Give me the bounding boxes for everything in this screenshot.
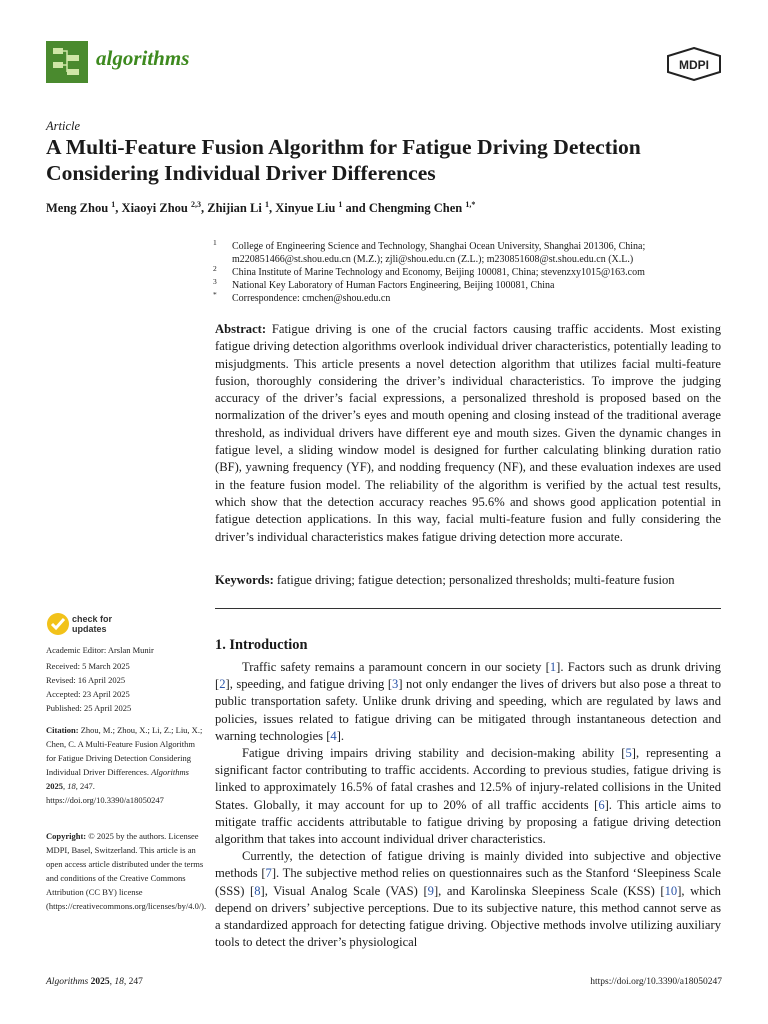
affiliation-line: m220851466@st.shou.edu.cn (M.Z.); zjli@shou.edu.cn (Z.L.); m230851608@st.shou.edu.cn (X.L.): [232, 254, 634, 265]
check-updates-line1: check for: [72, 614, 113, 624]
author-separator: ,: [201, 201, 208, 216]
paragraph-text: ]. This article aims to mitigate traffic accidents attributable to fatigue driving by proposing a fatigue driving detection algorithm that takes into account individual driver characteristics.: [215, 797, 722, 847]
citation-volume: 18: [67, 781, 76, 791]
paragraph-text: Traffic safety remains a paramount concern in our society [: [242, 660, 550, 674]
paragraph-text: ], representing a significant factor contributing to traffic accidents. According to previous studies, fatigue driving is linked to approximately 16.5% of fatal crashes and 12.5% of injury-related collisions in the United States. Globally, it may account for up to 20% of all traffic accidents [: [215, 746, 721, 812]
author-separator: ,: [115, 201, 122, 216]
copyright-label: Copyright:: [46, 831, 87, 841]
reference-link[interactable]: 6: [598, 797, 605, 812]
affiliation-number: 2: [213, 264, 217, 273]
author-affiliation-mark: 1: [111, 200, 116, 209]
author-name[interactable]: Xiaoyi Zhou: [121, 201, 192, 216]
reference-link[interactable]: 5: [625, 746, 632, 761]
author-name[interactable]: Meng Zhou: [46, 201, 112, 216]
paragraph-text: ], speeding, and fatigue driving [: [225, 677, 393, 692]
paragraph-text: ]. The subjective method relies on questionnaires such as the Stanford ‘Sleepiness Scale (SSS) [: [215, 866, 721, 898]
intro-paragraph-2: [215, 745, 721, 848]
journal-logo: [46, 41, 88, 83]
abstract: [215, 321, 721, 546]
author-separator: and: [342, 201, 369, 216]
academic-editor: Academic Editor: Arslan Munir: [46, 645, 154, 655]
author-separator: ,: [268, 201, 276, 216]
footer-citation: Algorithms 2025, 18, 247: [46, 977, 143, 987]
publication-dates: [46, 659, 131, 715]
citation-journal: Algorithms: [151, 767, 189, 777]
citation-text: Zhou, M.; Zhou, X.; Li, Z.; Liu, X.; Chen, C. A Multi-Feature Fusion Algorithm for Fatigue Driving Detection Considering Individual Driver Differences.: [46, 725, 203, 777]
paragraph-text: ], and Karolinska Sleepiness Scale (KSS) [: [433, 883, 665, 898]
footer-page: , 247: [123, 977, 143, 987]
paragraph-text: Currently, the detection of fatigue driving is mainly divided into subjective and objective methods [: [215, 849, 721, 881]
reference-link[interactable]: 8: [254, 883, 261, 898]
paragraph-text: ]. Factors such as drunk driving [: [215, 660, 721, 692]
paragraph-text: Fatigue driving impairs driving stability and decision-making ability [: [242, 746, 626, 761]
reference-link[interactable]: 7: [265, 866, 272, 881]
keywords-label: Keywords:: [215, 573, 274, 587]
journal-logo-icon: [46, 41, 88, 83]
keywords-text: fatigue driving; fatigue detection; personalized thresholds; multi-feature fusion: [276, 573, 675, 587]
affiliation-line: China Institute of Marine Technology and Economy, Beijing 100081, China; stevenzxy1015@163.com: [232, 267, 645, 278]
author-affiliation-mark: 2,3: [191, 200, 202, 209]
section-heading-introduction: 1. Introduction: [215, 637, 308, 653]
affiliation-line: National Key Laboratory of Human Factors Engineering, Beijing 100081, China: [232, 280, 555, 291]
introduction-body: [215, 659, 721, 951]
date-revised: Revised: 16 April 2025: [46, 675, 126, 685]
paragraph-text: ], which depend on drivers’ subjective perceptions. Due to its subjective nature, this method cannot serve as a standardized approach for detecting fatigue driving. Objective methods involve utilizing auxiliary tools to detect the driver’s physiological: [215, 883, 721, 950]
affiliation-line: Correspondence: cmchen@shou.edu.cn: [232, 293, 391, 304]
footer-journal: Algorithms: [46, 977, 89, 987]
citation-label: Citation:: [46, 725, 79, 735]
footer-year: 2025: [90, 977, 110, 987]
keywords: [215, 573, 721, 588]
article-title: A Multi-Feature Fusion Algorithm for Fatigue Driving Detection Considering Individual Driver Differences: [46, 135, 641, 185]
reference-link[interactable]: 4: [330, 728, 337, 743]
abstract-label: Abstract:: [215, 322, 267, 336]
footer-doi-link[interactable]: https://doi.org/10.3390/a18050247: [590, 977, 722, 987]
author-name[interactable]: Xinyue Liu: [275, 201, 339, 216]
article-type: Article: [46, 119, 81, 133]
author-affiliation-mark: 1: [338, 200, 343, 209]
affiliation-number: 3: [213, 277, 217, 286]
check-for-updates-badge[interactable]: [46, 611, 126, 637]
intro-paragraph-3: [215, 848, 721, 951]
paragraph-text: ].: [336, 728, 345, 743]
reference-link[interactable]: 10: [664, 883, 678, 898]
reference-link[interactable]: 3: [392, 677, 399, 692]
check-updates-icon: [46, 611, 126, 637]
affiliation-number: 1: [213, 238, 217, 247]
author-list: [46, 200, 475, 216]
citation-doi[interactable]: , 247. https://doi.org/10.3390/a18050247: [46, 781, 164, 805]
publisher-logo-text: MDPI: [679, 58, 709, 72]
reference-link[interactable]: 2: [219, 677, 226, 692]
copyright: [46, 829, 206, 913]
paragraph-text: ], Visual Analog Scale (VAS) [: [260, 883, 428, 898]
affiliation-number: *: [213, 290, 217, 299]
date-published: Published: 25 April 2025: [46, 703, 132, 713]
citation-year: 2025: [46, 781, 63, 791]
paragraph-text: ] not only endanger the lives of drivers but also pose a threat to public transportation safety. Unlike drunk driving and speeding, which are regulated by laws and policies, issues related to fatigue driving can be mitigated through instantaneous detection and warning technologies [: [215, 677, 721, 743]
author-name[interactable]: Chengming Chen: [368, 201, 466, 216]
abstract-text: Fatigue driving is one of the crucial factors causing traffic accidents. Most existing fatigue driving detection algorithms overlook individual driver characteristics, potentially leading to misjudgments. This article presents a novel detection algorithm that utilizes facial multi-feature fusion, thoroughly considering the driver’s individual characteristics. To improve the judging accuracy of the driver’s facial expressions, a personalized threshold is proposed based on the normalization of the driver’s eyes and mouth opening and closing instead of the traditional average threshold, as individual drivers have different eye and mouth sizes. Given the dynamic changes in fatigue level, a sliding window model is designed for further calculating blinking duration ratio (BF), yawning frequency (YF), and nodding frequency (NF), and these evaluation indexes are used in the feature fusion model. The reliability of the algorithm is verified by the actual test results, which show that the detection accuracy reaches 95.6% and shows good application potential in fatigue detection applications. In this way, facial multi-feature fusion and fully considering the driver’s individual characteristics makes fatigue driving detection more accurate.: [215, 322, 721, 544]
reference-link[interactable]: 9: [427, 883, 434, 898]
citation: Citation: Zhou, M.; Zhou, X.; Li, Z.; Liu, X.; Chen, C. A Multi-Feature Fusion Algorithm for Fatigue Driving Detection Considering Individual Driver Differences. Algorithms 2025, 18, 247. https://doi.org/10.3390/a18050247: [46, 725, 203, 805]
intro-paragraph-1: [215, 659, 721, 745]
journal-name: algorithms: [96, 46, 190, 70]
author-affiliation-mark: 1: [264, 200, 269, 209]
publisher-logo: [666, 47, 722, 81]
section-divider: [215, 608, 721, 609]
reference-link[interactable]: 1: [549, 660, 557, 674]
author-affiliation-mark: 1,*: [465, 200, 476, 209]
copyright-text: © 2025 by the authors. Licensee MDPI, Basel, Switzerland. This article is an open access article distributed under the terms and conditions of the Creative Commons Attribution (CC BY) license (https://creativecommons.org/licenses/by/4.0/).: [46, 831, 207, 911]
affiliation-line: College of Engineering Science and Technology, Shanghai Ocean University, Shanghai 201306, China;: [232, 241, 646, 252]
author-name[interactable]: Zhijian Li: [207, 201, 265, 216]
date-accepted: Accepted: 23 April 2025: [46, 689, 130, 699]
check-updates-line2: updates: [72, 624, 107, 634]
date-received: Received: 5 March 2025: [46, 661, 130, 671]
mdpi-logo-icon: [666, 47, 722, 81]
footer-volume: 18: [114, 977, 124, 987]
